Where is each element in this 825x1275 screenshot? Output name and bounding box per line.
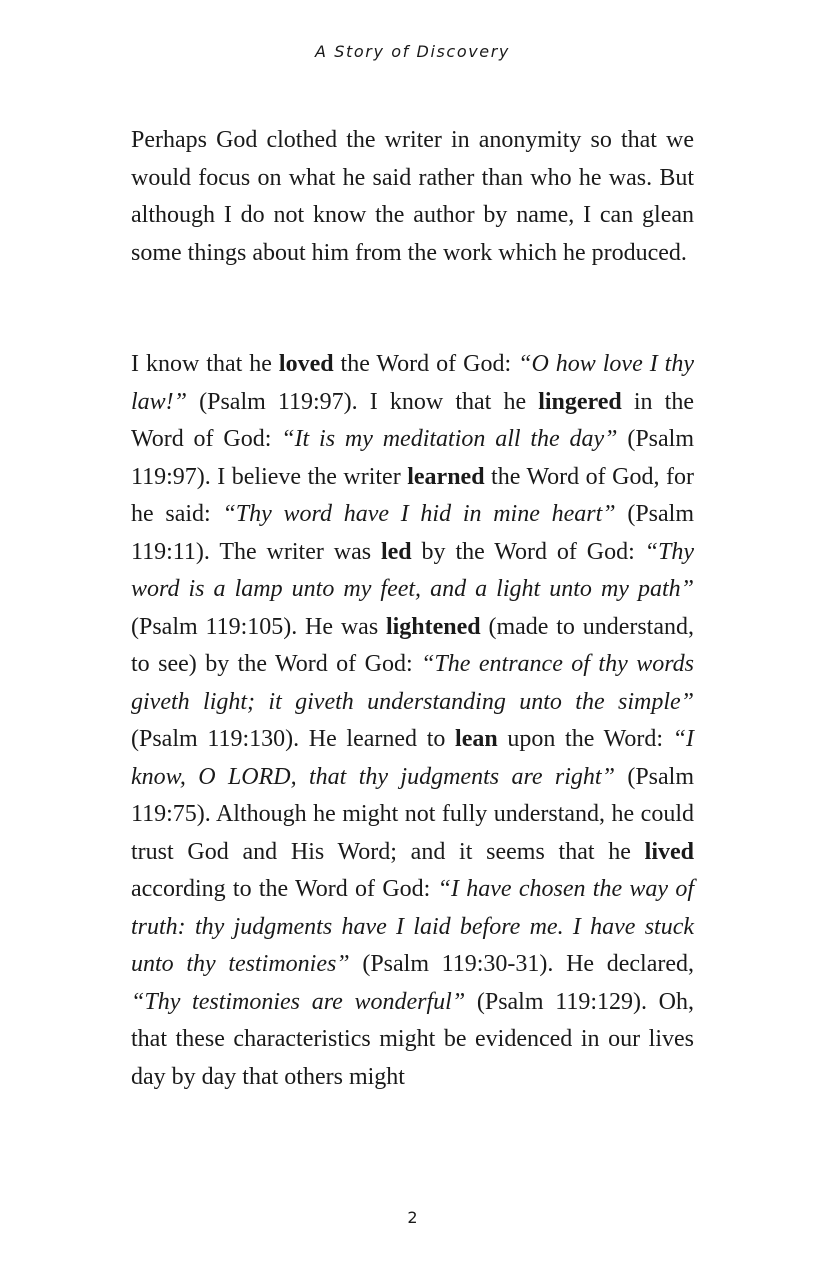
page-number: 2 xyxy=(407,1208,418,1227)
emphasis-word: lean xyxy=(455,726,498,752)
running-header: A Story of Discovery xyxy=(315,42,510,61)
plain-text: (Psalm 119:129). Oh, that these characteristics might be evidenced in our lives day by day that others might xyxy=(131,988,694,1090)
scripture-quote: “Thy word is a lamp unto my feet, and a light unto my path” xyxy=(131,538,694,602)
emphasis-word: lived xyxy=(644,838,694,865)
plain-text: (Psalm 119:130). He learned to xyxy=(131,726,456,752)
plain-text: (Psalm 119:75). Although he might not fully understand, he could trust God and His Word; and it seems that he xyxy=(131,763,694,865)
plain-text: upon the Word: xyxy=(497,726,673,752)
emphasis-word: loved xyxy=(278,351,334,377)
body-paragraph-2 xyxy=(131,346,694,1096)
scripture-quote: “It is my meditation all the day” xyxy=(281,426,618,452)
plain-text: I know that he xyxy=(131,351,279,377)
plain-text: according to the Word of God: xyxy=(131,876,438,902)
scripture-quote: “O how love I thy law!” xyxy=(131,351,694,415)
emphasis-word: led xyxy=(380,538,412,565)
plain-text: (Psalm 119:105). He was xyxy=(131,613,386,640)
body-paragraph-1 xyxy=(131,122,694,272)
plain-text: (Psalm 119:11). The writer was xyxy=(131,501,695,565)
scripture-quote: “Thy testimonies are wonderful” xyxy=(131,988,466,1015)
emphasis-word: learned xyxy=(407,463,485,490)
plain-text: (Psalm 119:97). I believe the writer xyxy=(131,426,695,490)
plain-text: by the Word of God: xyxy=(411,538,645,565)
plain-text: (Psalm 119:97). I know that he xyxy=(187,388,539,415)
plain-text: (made to understand, to see) by the Word of God: xyxy=(131,613,695,677)
paragraph-1-text: Perhaps God clothed the writer in anonymity so that we would focus on what he said rather than who he was. But although I do not know the author by name, I can glean some things about him from the work which he produced. xyxy=(131,127,694,266)
scripture-quote: “I have chosen the way of truth: thy judgments have I laid before me. I have stuck unto thy testimonies” xyxy=(131,876,695,977)
emphasis-word: lingered xyxy=(538,388,622,415)
plain-text: (Psalm 119:30-31). He declared, xyxy=(349,951,694,977)
scripture-quote: “Thy word have I hid in mine heart” xyxy=(222,501,616,527)
plain-text: in the Word of God: xyxy=(131,388,694,452)
plain-text: the Word of God: xyxy=(333,351,519,377)
scripture-quote: “The entrance of thy words giveth light; it giveth understanding unto the simple” xyxy=(131,651,694,715)
emphasis-word: lightened xyxy=(385,613,481,640)
scripture-quote: “I know, O LORD, that thy judgments are right” xyxy=(131,726,694,790)
plain-text: the Word of God, for he said: xyxy=(131,463,694,527)
